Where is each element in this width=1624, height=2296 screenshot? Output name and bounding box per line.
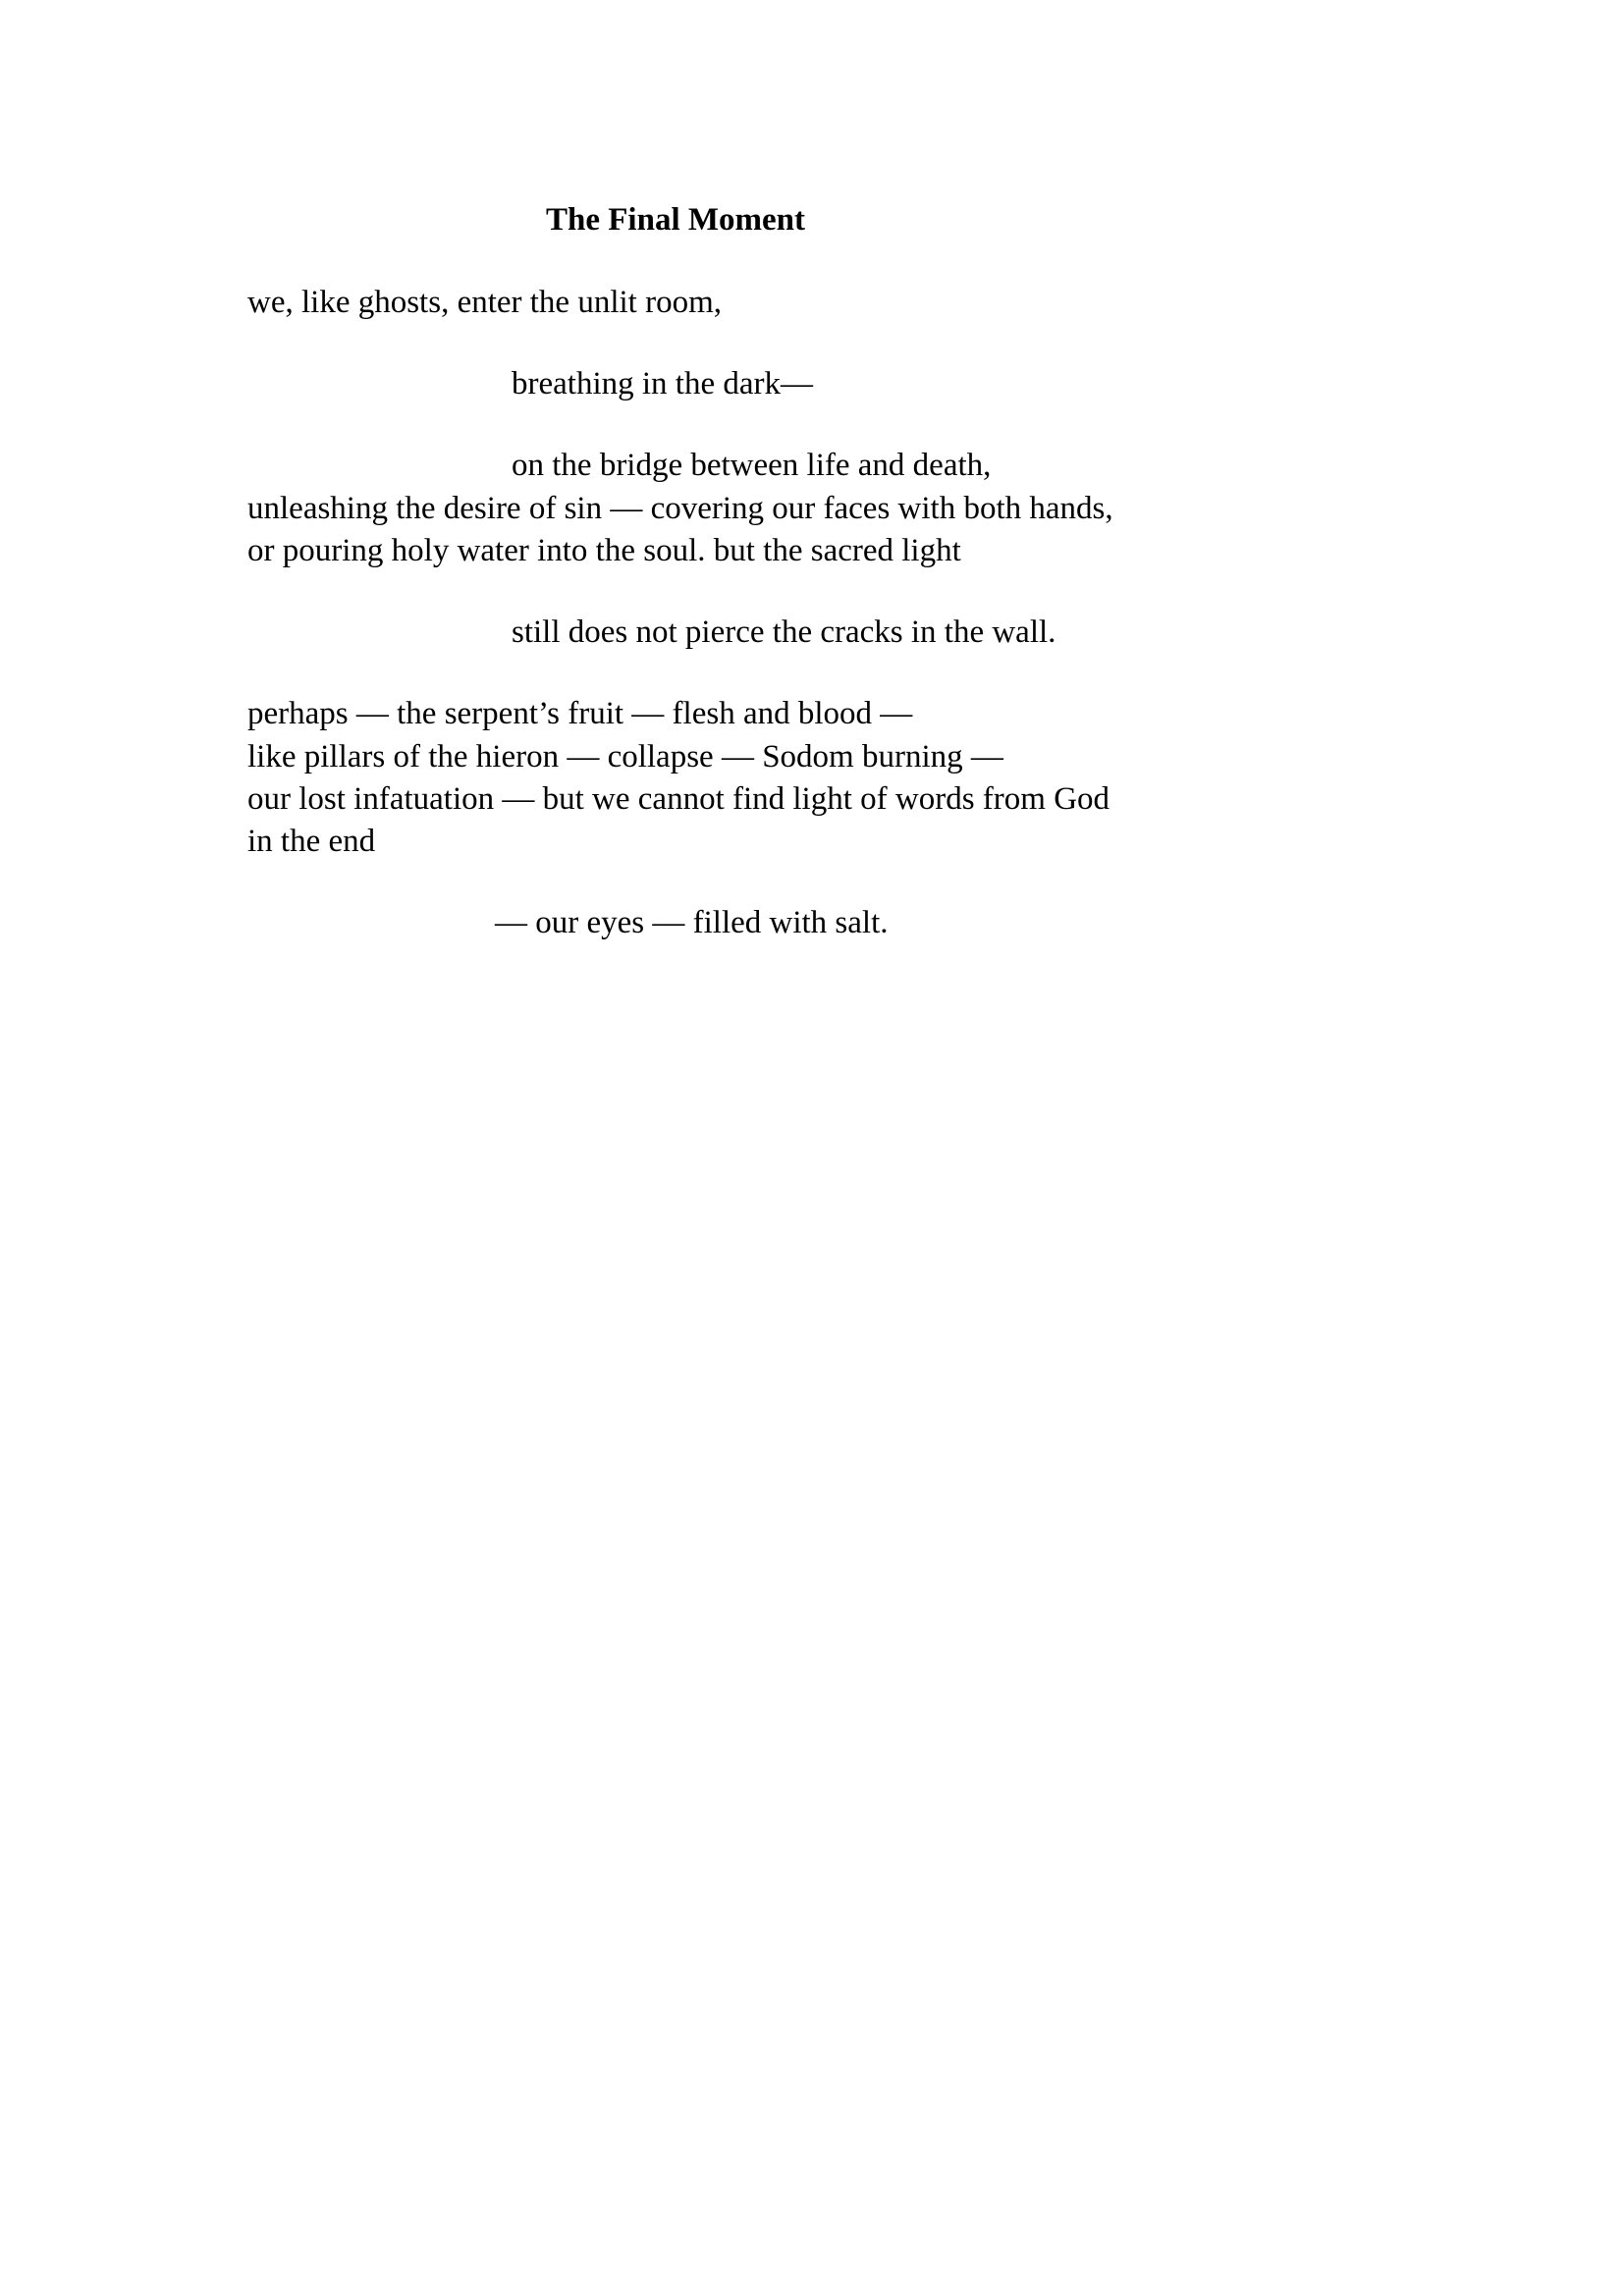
poem-line-7: perhaps — the serpent’s fruit — flesh and blood — — [247, 696, 913, 731]
poem-line-11: — our eyes — filled with salt. — [495, 905, 889, 940]
poem-line-5: or pouring holy water into the soul. but the sacred light — [247, 533, 961, 568]
poem-title: The Final Moment — [546, 202, 805, 238]
poem-line-6: still does not pierce the cracks in the wall. — [512, 614, 1056, 650]
poem-line-9: our lost infatuation — but we cannot find light of words from God — [247, 781, 1110, 817]
poem-line-10: in the end — [247, 824, 376, 859]
poem-line-1: we, like ghosts, enter the unlit room, — [247, 285, 722, 320]
poem-line-4: unleashing the desire of sin — covering our faces with both hands, — [247, 491, 1113, 526]
poem-line-2: breathing in the dark— — [512, 366, 813, 401]
poem-line-3: on the bridge between life and death, — [512, 448, 992, 483]
poem-line-8: like pillars of the hieron — collapse — Sodom burning — — [247, 739, 1003, 774]
